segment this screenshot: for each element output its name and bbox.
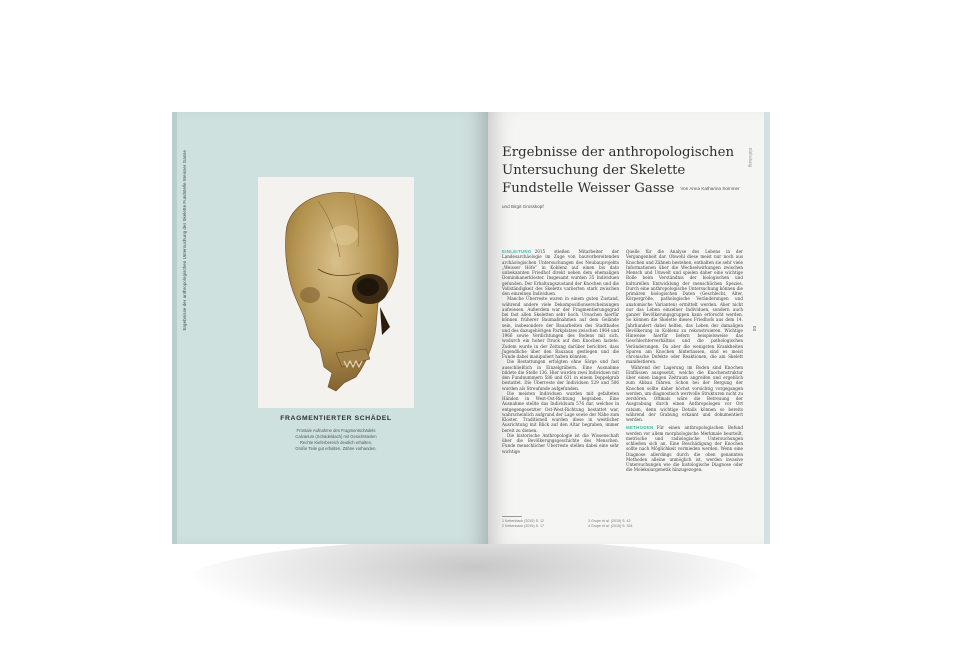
caption-line: Große Teile gut erhalten, Zähne vorhanden.: [295, 446, 377, 451]
text-column-1: [502, 249, 619, 454]
footnote: 1 Kettenbach (2015) S. 12: [502, 519, 544, 523]
right-running-head: Einleitung: [748, 148, 753, 168]
caption-title: FRAGMENTIERTER SCHÄDEL: [280, 415, 392, 422]
paragraph: METHODEN Für einen anthropologischen Befund werden vor allem morphologische Merkmale beurteilt, metrische und radiologische Untersuchungen schließen sich an. Eine Beschädigung der Knochen sollte nach Möglichkeit vermieden werden. Wenn eine Diagnose allerdings durch die oben genannten Methoden alleine unmöglich ist, werden invasive Untersuchungen wie die histologische Diagnose oder die Molekulargenetik hinzugezogen.: [626, 425, 743, 473]
left-running-head: Ergebnisse der anthropologischen Untersuchung der Skelette Fundstelle Weisser Gasse: [182, 150, 187, 331]
paragraph: Die historische Anthropologie ist die Wissenschaft über die Bevölkerungsgeschichte des Menschen. Funde menschlicher Überreste stellen dabei eine sehr wichtige: [502, 432, 619, 454]
paragraph: Manche Überreste waren in einem guten Zustand, während andere viele Dekompositionserscheinungen aufwiesen. Außerdem war der Fragmentierungsgrad bei fast allen Skeletten sehr hoch. Ursachen hierfür können früherer Baumaßnahmen auf dem Gelände sein, insbesondere der Bauarbeiten des Stadtbades und des dazugehörigen Parkplatzes zwischen 1964 und 1966 sowie Verdichtungen des Bodens mit sich, wodurch ein hoher Druck auf den Knochen lastete. Zudem wurde in der Zeitung darüber berichtet, dass Jugendliche über den Bauzaun gestiegen und die Funde dabei manipuliert haben könnten.: [502, 296, 619, 359]
footnote-rule: [502, 516, 522, 517]
paragraph: EINLEITUNG 2015 stießen Mitarbeiter der Landesarchäologie im Zuge von bauvorbereitenden archäologischen Untersuchungen des Neubauprojekts „Weisser Höfe“ in Koblenz auf einen bis dato unbekannten Friedhof direkt neben dem ehemaligen Dominikanerkloster. Insgesamt wurden 35 Individuen gefunden. Der Erhaltungszustand der Knochen und die Vollständigkeit des Skeletts variierten stark zwischen den einzelnen Individuen.: [502, 249, 619, 296]
footnotes-right: [588, 519, 633, 529]
article-title-text: Ergebnisse der anthropologischen Untersuchung der Skelette Fundstelle Weisser Gasse: [502, 145, 735, 196]
caption-line: Calvarium (Schädeldach) mit Gesichtsteilen: [295, 434, 377, 439]
left-page-edge: [172, 112, 177, 544]
article-authors: Von Anna Katharina Sommer und Birgit Grosskopf: [502, 186, 740, 209]
paragraph: Die meisten Individuen wurden mit gefalteten Händen in West-Ost-Richtung begraben. Eine Ausnahme stellte das Individuum 576 dar, welches in entgegengesetzter Ost-West-Richtung bestattet war, wahrscheinlich aufgrund der Lage sowie der Nähe zum Kloster. Traditionell wurden diese in westlicher Ausrichtung mit Blick auf den Altar begraben, immer bereit zu dienen.: [502, 390, 619, 433]
footnote: 4 Grupe et al. (2015) S. 334: [588, 523, 633, 528]
right-page: [488, 112, 770, 544]
text-column-2: [626, 249, 743, 473]
page-number: 03: [752, 326, 757, 331]
skull-photo: [258, 177, 414, 408]
paragraph: Die Bestattungen erfolgten ohne Särge und fast ausschließlich in Einzelgräbern. Eine Ausnahme bildete die Stelle 136. Hier wurden zwei Individuen mit den Fundnummern 586 und 631 in einem Doppelgrab bestattet. Die Überreste der Individuen 529 und 506 wurden als Streufunde aufgefunden.: [502, 359, 619, 391]
paragraph: Quelle für die Analyse des Lebens in der Vergangenheit dar. Obwohl diese meist nur noch aus Knochen und Zähnen bestehen, enthalten sie sehr viele Informationen über die Wechselwirkungen zwischen Mensch und Umwelt und spielen daher eine wichtige Rolle beim Verständnis der biologischen und kulturellen Entwicklung der menschlichen Spezies. Durch eine anthropologische Untersuchung können die primären biologischen Daten (Geschlecht, Alter, Körpergröße, pathologische Veränderungen und anatomische Varianten) ermittelt werden. Aber nicht nur das Leben einzelner Individuen, sondern auch ganzer Bevölkerungsgruppen kann erforscht werden. So können die Skelette dieses Friedhofs aus dem 14. Jahrhundert dabei helfen, das Leben der damaligen Bevölkerung in Koblenz zu rekonstruieren. Wichtige Hinweise hierfür liefern beispielsweise das Geschlechterverhältnis und die pathologischen Veränderungen. Da aber die wenigsten Krankheiten Spuren am Knochen hinterlassen, sind es meist chronische Defekte oder Reaktionen, die am Skelett manifestieren.: [626, 249, 743, 365]
section-heading-methoden: METHODEN: [626, 425, 654, 431]
caption-text: [268, 428, 404, 452]
footnote: 2 Kettenbach (2015) S. 17: [502, 523, 544, 528]
left-page: [172, 112, 488, 544]
right-page-edge: [764, 112, 770, 544]
paragraph: Während der Lagerung im Boden sind Knochen Einflüssen ausgesetzt, welche die Knochenstruktur über einen langen Zeitraum angreifen und ergeblich zum Abbau führen. Schon bei der Bergung der Knochen sollte daher höchst vorsichtig vorgegangen werden, um diagnostisch wertvolle Strukturen nicht zu zerstören. Oftmals wäre die Betreuung der Ausgrabung durch einen Anthropologen vor Ort ratsam, denn wichtige Details können so bereits während der Grabung erkannt und dokumentiert werden.: [626, 364, 743, 422]
caption-line: Frontale Aufnahme des Fragmentschädels: [296, 428, 376, 433]
skull-illustration: [258, 177, 414, 408]
caption-line: Rechte Kieferbereich deutlich erhalten,: [299, 440, 373, 445]
article-title: [502, 144, 742, 216]
footnotes-left: [502, 519, 544, 529]
open-magazine: [172, 112, 770, 544]
footnote: 3 Grupe et al. (2015) S. 42: [588, 519, 631, 523]
section-heading-einleitung: EINLEITUNG: [502, 249, 532, 254]
book-shadow: [180, 540, 770, 630]
